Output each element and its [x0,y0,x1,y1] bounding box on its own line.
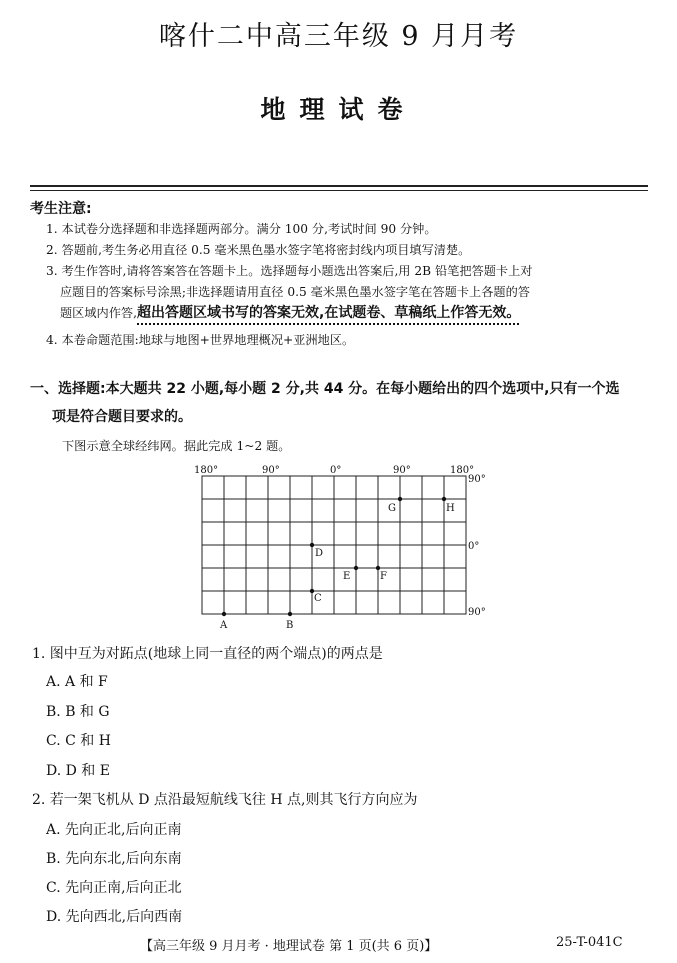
notice-heading: 考生注意: [30,201,92,217]
lon-label-180-right: 180° [450,465,475,476]
question-1-option-b: B. B 和 G [46,704,110,720]
notice-item-3-emphasis: 超出答题区域书写的答案无效,在试题卷、草稿纸上作答无效。 [137,305,521,321]
question-1-option-d: D. D 和 E [46,763,110,779]
section-1-instructions-line-2: 项是符合题目要求的。 [52,409,192,425]
notice-item-3-prefix: 题区域内作答, [60,306,137,320]
point-f-dot [376,566,380,570]
question-1-stem: 1. 图中互为对跖点(地球上同一直径的两个端点)的两点是 [32,646,383,662]
figure-intro: 下图示意全球经纬网。据此完成 1~2 题。 [62,439,291,453]
notice-item-1: 1. 本试卷分选择题和非选择题两部分。满分 100 分,考试时间 90 分钟。 [46,222,437,236]
point-label-g: G [388,503,396,514]
question-2-stem: 2. 若一架飞机从 D 点沿最短航线飞往 H 点,则其飞行方向应为 [32,792,418,808]
point-label-h: H [446,503,455,514]
subject-title: 地理试卷 [260,95,417,124]
lon-label-180-left: 180° [194,465,219,476]
point-b-dot [288,612,292,616]
notice-item-3-line-2: 应题目的答案标号涂黑;非选择题请用直径 0.5 毫米黑色墨水签字笔在答题卡上各题的答 [60,285,530,299]
exam-title: 喀什二中高三年级 9 月月考 [158,21,519,52]
point-label-b: B [286,620,294,631]
notice-item-4: 4. 本卷命题范围:地球与地图+世界地理概况+亚洲地区。 [46,333,355,347]
point-label-f: F [380,571,387,582]
lat-label-90-bottom: 90° [468,607,486,618]
question-2-option-d: D. 先向西北,后向西南 [46,909,183,925]
point-label-d: D [315,548,324,559]
graticule-figure [190,460,490,632]
question-2-option-a: A. 先向正北,后向正南 [46,822,182,838]
lat-label-90-top: 90° [468,474,486,485]
point-h-dot [442,497,446,501]
lat-label-0: 0° [468,541,480,552]
lon-label-0: 0° [330,465,342,476]
section-1-instructions-line-1: 一、选择题:本大题共 22 小题,每小题 2 分,共 44 分。在每小题给出的四个选项中,只有一个选 [30,381,620,397]
divider-thick [30,185,648,187]
question-2-option-b: B. 先向东北,后向东南 [46,851,182,867]
point-e-dot [354,566,358,570]
point-label-c: C [314,593,322,604]
point-d-dot [310,543,314,547]
notice-item-3-line-3 [60,302,520,322]
point-a-dot [222,612,226,616]
question-2-option-c: C. 先向正南,后向正北 [46,880,182,896]
notice-item-2: 2. 答题前,考生务必用直径 0.5 毫米黑色墨水签字笔将密封线内项目填写清楚。 [46,243,471,257]
point-g-dot [398,497,402,501]
point-label-a: A [220,620,228,631]
footer-code: 25-T-041C [556,935,623,950]
lon-label-90-left: 90° [262,465,280,476]
footer-page-info: 【高三年级 9 月月考 · 地理试卷 第 1 页(共 6 页)】 [140,939,438,954]
question-1-option-a: A. A 和 F [46,674,108,690]
divider-thin [30,190,648,191]
notice-item-3-line-1: 3. 考生作答时,请将答案答在答题卡上。选择题每小题选出答案后,用 2B 铅笔把答题卡上对 [46,264,533,278]
point-label-e: E [343,571,351,582]
graticule-grid [202,476,466,614]
lon-label-90-right: 90° [393,465,411,476]
question-1-option-c: C. C 和 H [46,733,111,749]
